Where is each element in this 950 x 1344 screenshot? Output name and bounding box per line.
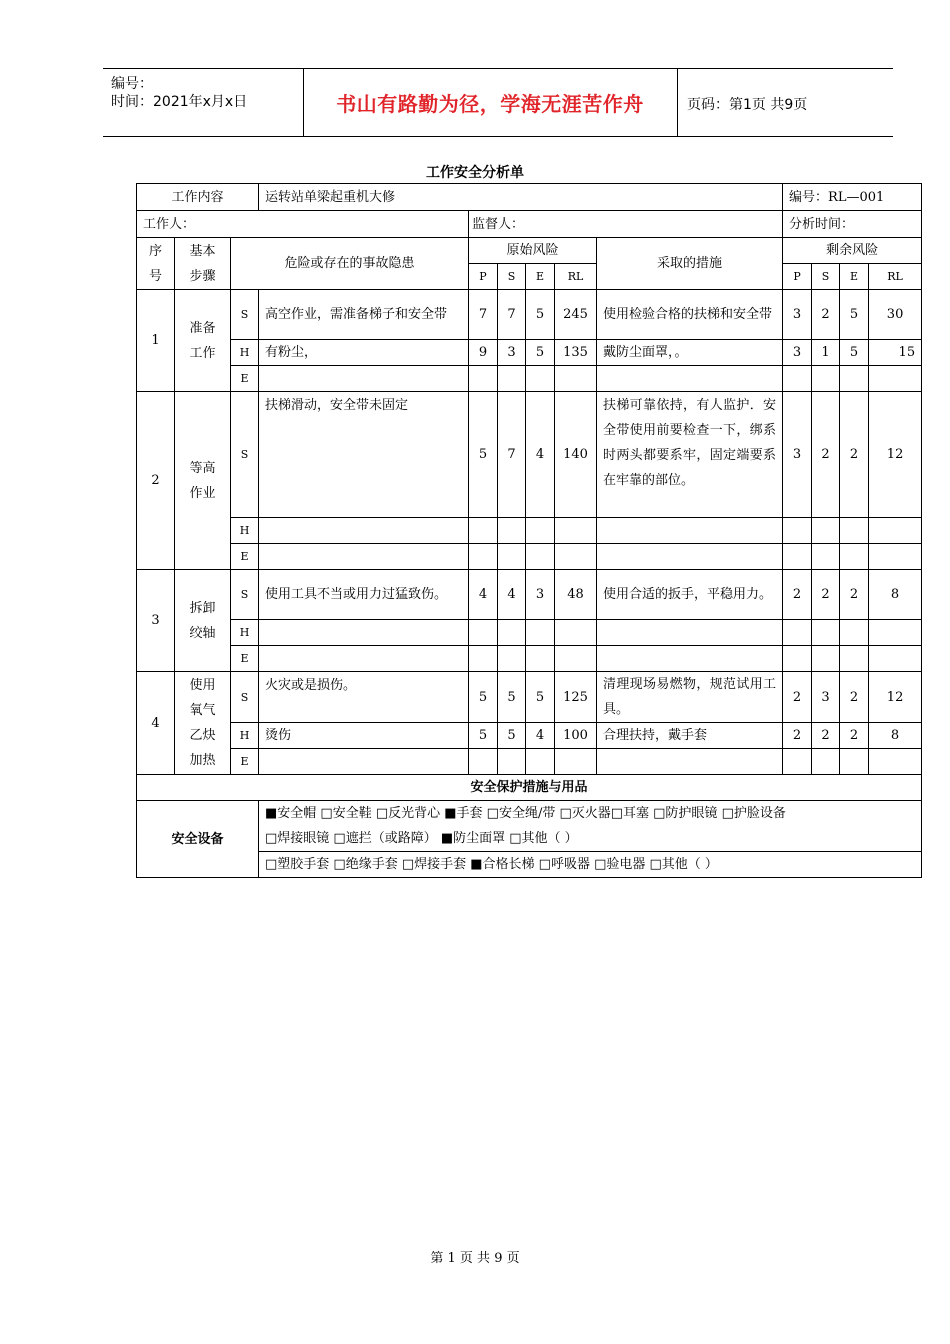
orig-e (526, 518, 555, 544)
res-p (783, 366, 812, 392)
orig-s (498, 518, 526, 544)
table-row (137, 749, 922, 775)
res-e (840, 544, 869, 570)
hazard-text: 高空作业，需准备梯子和安全带 (259, 290, 469, 340)
res-e (840, 749, 869, 775)
orig-rl (555, 366, 597, 392)
orig-s (498, 366, 526, 392)
step-line: 作业 (189, 485, 216, 501)
info-row-people (137, 211, 922, 238)
measure-text (597, 366, 783, 392)
risk-type: E (231, 646, 259, 672)
hazard-text: 使用工具不当或用力过猛致伤。 (259, 570, 469, 620)
number-label: 编号： (111, 76, 153, 92)
form-code: 编号：RL—001 (783, 184, 922, 211)
orig-p (469, 646, 498, 672)
orig-p (469, 620, 498, 646)
info-row-content (137, 184, 922, 211)
orig-e (526, 366, 555, 392)
orig-p: 5 (469, 723, 498, 749)
hazard-text (259, 620, 469, 646)
hazard-text: 烫伤 (259, 723, 469, 749)
res-s: 2 (812, 570, 840, 620)
res-p (783, 544, 812, 570)
orig-s (498, 749, 526, 775)
orig-p: 5 (469, 392, 498, 518)
res-s: 2 (812, 723, 840, 749)
res-p: 3 (783, 340, 812, 366)
res-s (812, 646, 840, 672)
risk-type: S (231, 392, 259, 518)
orig-p: 7 (469, 290, 498, 340)
risk-type: H (231, 340, 259, 366)
risk-type: H (231, 723, 259, 749)
hazard-text (259, 749, 469, 775)
orig-rl: 125 (555, 672, 597, 723)
res-rl (869, 749, 922, 775)
page-indicator: 页码：第1页 共9页 (687, 97, 808, 113)
step-line: 工作 (189, 345, 216, 361)
step-line: 加热 (189, 753, 216, 768)
orig-e (526, 544, 555, 570)
work-content-value: 运转站单梁起重机大修 (259, 184, 783, 211)
orig-e: 3 (526, 570, 555, 620)
orig-p (469, 366, 498, 392)
hazard-text: 有粉尘， (259, 340, 469, 366)
column-header-row-1 (137, 238, 922, 264)
hazard-text: 火灾或是损伤。 (259, 672, 469, 723)
res-e (840, 646, 869, 672)
risk-type: E (231, 366, 259, 392)
step-line: 拆卸 (189, 600, 216, 616)
orig-s (498, 646, 526, 672)
orig-s (498, 620, 526, 646)
orig-e: 5 (526, 672, 555, 723)
res-e: 2 (840, 672, 869, 723)
orig-e (526, 749, 555, 775)
res-p: 2 (783, 723, 812, 749)
orig-e-header: E (526, 264, 555, 290)
row-step (175, 570, 231, 672)
res-e (840, 620, 869, 646)
work-content-label: 工作内容 (137, 184, 259, 211)
risk-type: E (231, 544, 259, 570)
orig-rl-header: RL (555, 264, 597, 290)
page-header (103, 68, 893, 137)
orig-p: 4 (469, 570, 498, 620)
protection-section-title: 安全保护措施与用品 (137, 775, 922, 801)
risk-type: S (231, 570, 259, 620)
header-left-cell (103, 69, 304, 136)
table-row (137, 646, 922, 672)
orig-s: 7 (498, 392, 526, 518)
residual-risk-header: 剩余风险 (783, 238, 922, 264)
orig-p-header: P (469, 264, 498, 290)
res-rl: 8 (869, 723, 922, 749)
hazard-text (259, 366, 469, 392)
document-title: 工作安全分析单 (426, 165, 524, 181)
res-p: 2 (783, 570, 812, 620)
measure-text (597, 749, 783, 775)
res-e (840, 366, 869, 392)
header-motto: 书山有路勤为径，学海无涯苦作舟 (303, 69, 678, 136)
measure-text: 扶梯可靠依持，有人监护．安全带使用前要检查一下，绑系时两头都要系牢，固定端要系在牢靠的部位。 (597, 392, 783, 518)
orig-rl: 48 (555, 570, 597, 620)
orig-e: 4 (526, 392, 555, 518)
row-step (175, 290, 231, 392)
seq-header-line2: 号 (148, 268, 162, 284)
res-rl: 8 (869, 570, 922, 620)
res-rl: 12 (869, 672, 922, 723)
seq-header (137, 238, 175, 290)
res-s: 3 (812, 672, 840, 723)
measure-text (597, 518, 783, 544)
hazard-text (259, 544, 469, 570)
orig-s: 3 (498, 340, 526, 366)
orig-s (498, 544, 526, 570)
measure-text: 使用合适的扳手，平稳用力。 (597, 570, 783, 620)
res-e: 5 (840, 290, 869, 340)
orig-rl: 135 (555, 340, 597, 366)
step-line: 准备 (189, 320, 216, 336)
res-p: 2 (783, 672, 812, 723)
orig-e (526, 620, 555, 646)
res-p-header: P (783, 264, 812, 290)
res-p (783, 518, 812, 544)
res-rl (869, 646, 922, 672)
orig-s: 5 (498, 723, 526, 749)
measure-text (597, 646, 783, 672)
orig-e: 4 (526, 723, 555, 749)
orig-rl: 140 (555, 392, 597, 518)
res-s (812, 518, 840, 544)
equipment-checklist-line2: □焊接眼镜 □遮拦（或路障） ■防尘面罩 □其他（ ） (259, 826, 922, 852)
row-seq: 2 (137, 392, 175, 570)
res-e-header: E (840, 264, 869, 290)
analysis-time-field: 分析时间： (783, 211, 922, 238)
worker-field: 工作人： (137, 211, 469, 238)
orig-p (469, 544, 498, 570)
orig-rl (555, 749, 597, 775)
res-s (812, 366, 840, 392)
original-risk-header: 原始风险 (469, 238, 597, 264)
orig-rl: 245 (555, 290, 597, 340)
row-seq: 1 (137, 290, 175, 392)
orig-p: 9 (469, 340, 498, 366)
table-row (137, 723, 922, 749)
res-s (812, 620, 840, 646)
orig-rl (555, 544, 597, 570)
table-row (137, 290, 922, 340)
hazard-header: 危险或存在的事故隐患 (231, 238, 469, 290)
measure-text: 使用检验合格的扶梯和安全带 (597, 290, 783, 340)
orig-p: 5 (469, 672, 498, 723)
measure-text: 戴防尘面罩，。 (597, 340, 783, 366)
step-line: 使用 (189, 678, 216, 693)
orig-p (469, 518, 498, 544)
res-s: 2 (812, 392, 840, 518)
orig-p (469, 749, 498, 775)
res-e: 2 (840, 723, 869, 749)
measure-text: 清理现场易燃物，规范试用工具。 (597, 672, 783, 723)
orig-s-header: S (498, 264, 526, 290)
step-line: 绞轴 (189, 625, 216, 641)
table-row (137, 366, 922, 392)
risk-type: E (231, 749, 259, 775)
orig-rl (555, 646, 597, 672)
row-seq: 3 (137, 570, 175, 672)
row-step (175, 672, 231, 775)
equipment-checklist-line3: □塑胶手套 □绝缘手套 □焊接手套 ■合格长梯 □呼吸器 □验电器 □其他（ ） (259, 852, 922, 878)
risk-type: H (231, 518, 259, 544)
res-e: 5 (840, 340, 869, 366)
equipment-row (137, 801, 922, 827)
supervisor-field (469, 211, 783, 238)
orig-s: 4 (498, 570, 526, 620)
measure-text (597, 620, 783, 646)
safety-equipment-label: 安全设备 (137, 801, 259, 878)
supervisor-label: 监督人： (472, 216, 525, 232)
table-row (137, 392, 922, 518)
row-step (175, 392, 231, 570)
res-p: 3 (783, 290, 812, 340)
step-header (175, 238, 231, 290)
res-rl: 15 (869, 340, 922, 366)
orig-rl (555, 620, 597, 646)
res-p (783, 620, 812, 646)
table-row (137, 544, 922, 570)
res-s: 1 (812, 340, 840, 366)
risk-type: S (231, 290, 259, 340)
time-label: 时间：2021年x月x日 (111, 94, 248, 110)
table-row (137, 340, 922, 366)
res-e (840, 518, 869, 544)
res-s (812, 544, 840, 570)
res-s (812, 749, 840, 775)
row-seq: 4 (137, 672, 175, 775)
hazard-text (259, 646, 469, 672)
hazard-text (259, 518, 469, 544)
orig-e (526, 646, 555, 672)
res-s: 2 (812, 290, 840, 340)
step-line: 等高 (189, 460, 216, 476)
table-row (137, 570, 922, 620)
step-line: 氧气 (189, 703, 216, 718)
measure-text (597, 544, 783, 570)
equipment-checklist-line1: ■安全帽 □安全鞋 □反光背心 ■手套 □安全绳/带 □灭火器□耳塞 □防护眼镜 □护脸设备 (259, 801, 922, 827)
measure-text: 合理扶持，戴手套 (597, 723, 783, 749)
hazard-text: 扶梯滑动，安全带未固定 (259, 392, 469, 518)
table-row (137, 620, 922, 646)
step-header-line1: 基本 (189, 243, 216, 259)
res-rl: 12 (869, 392, 922, 518)
orig-e: 5 (526, 290, 555, 340)
risk-type: H (231, 620, 259, 646)
res-e: 2 (840, 392, 869, 518)
res-e: 2 (840, 570, 869, 620)
risk-type: S (231, 672, 259, 723)
page-footer: 第 1 页 共 9 页 (430, 1251, 520, 1266)
orig-rl (555, 518, 597, 544)
job-safety-analysis-table (136, 183, 922, 878)
orig-e: 5 (526, 340, 555, 366)
res-s-header: S (812, 264, 840, 290)
orig-s: 5 (498, 672, 526, 723)
res-p (783, 749, 812, 775)
res-rl-header: RL (869, 264, 922, 290)
table-row (137, 672, 922, 723)
res-rl (869, 620, 922, 646)
res-p (783, 646, 812, 672)
res-p: 3 (783, 392, 812, 518)
step-line: 乙炔 (189, 728, 216, 743)
orig-s: 7 (498, 290, 526, 340)
table-row (137, 518, 922, 544)
protection-section-row (137, 775, 922, 801)
res-rl (869, 518, 922, 544)
res-rl (869, 544, 922, 570)
res-rl: 30 (869, 290, 922, 340)
seq-header-line1: 序 (148, 243, 162, 259)
orig-rl: 100 (555, 723, 597, 749)
res-rl (869, 366, 922, 392)
measures-header: 采取的措施 (597, 238, 783, 290)
step-header-line2: 步骤 (189, 268, 216, 284)
